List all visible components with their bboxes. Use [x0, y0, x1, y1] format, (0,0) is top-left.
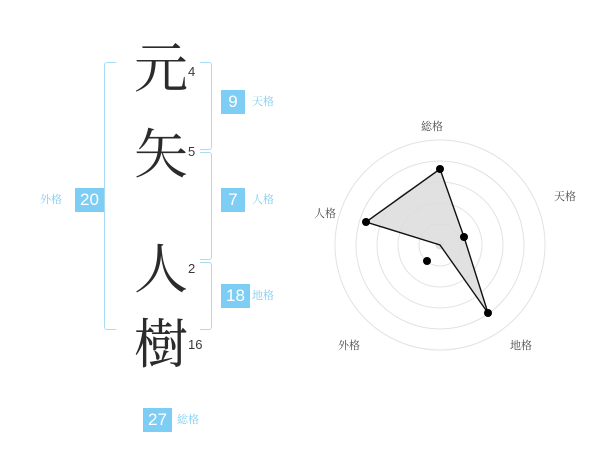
score-personality-value: 7 — [221, 188, 245, 212]
kanji-4-strokes: 16 — [188, 337, 203, 352]
kanji-2-strokes: 5 — [188, 144, 196, 159]
kanji-3-strokes: 2 — [188, 261, 196, 276]
radar-series-polygon — [366, 169, 488, 313]
axis-label-total: 総格 — [421, 121, 443, 133]
score-heaven-value: 9 — [221, 90, 245, 114]
kanji-1-strokes: 4 — [188, 64, 196, 79]
kanji-2: 矢 — [134, 123, 188, 186]
kanji-4: 樹 — [134, 313, 188, 376]
score-total-value: 27 — [143, 408, 172, 432]
score-earth-value: 18 — [221, 284, 250, 308]
score-outer-value: 20 — [75, 188, 104, 212]
axis-label-heaven: 天格 — [554, 191, 576, 203]
score-personality-label: 人格 — [252, 194, 274, 206]
axis-label-outer: 外格 — [338, 340, 360, 352]
radar-chart — [300, 0, 600, 470]
axis-label-personality: 人格 — [314, 208, 336, 220]
heaven-bracket — [200, 62, 212, 150]
personality-bracket — [200, 152, 212, 260]
kanji-3: 人 — [134, 238, 188, 301]
kanji-1: 元 — [134, 37, 188, 100]
axis-label-earth: 地格 — [510, 340, 532, 352]
score-earth-label: 地格 — [252, 290, 274, 302]
radar-chart-svg — [300, 0, 600, 470]
score-total-label: 総格 — [177, 414, 199, 426]
score-heaven-label: 天格 — [252, 96, 274, 108]
earth-bracket — [200, 262, 212, 330]
outer-bracket — [104, 62, 116, 330]
score-outer-label: 外格 — [40, 194, 62, 206]
